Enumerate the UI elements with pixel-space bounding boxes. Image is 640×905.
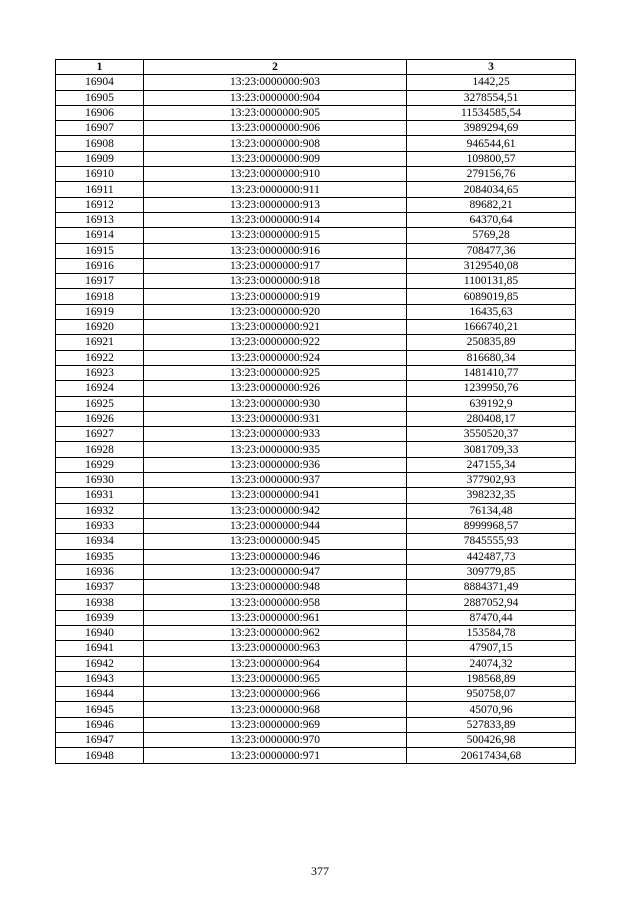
value-cell: 8884371,49 — [407, 580, 576, 595]
table-row — [56, 365, 576, 380]
value-cell: 1481410,77 — [407, 365, 576, 380]
row-number-cell: 16933 — [56, 518, 144, 533]
cadastral-number-cell: 13:23:0000000:924 — [144, 350, 407, 365]
row-number-cell: 16942 — [56, 656, 144, 671]
cadastral-number-cell: 13:23:0000000:910 — [144, 167, 407, 182]
value-cell: 3989294,69 — [407, 121, 576, 136]
value-cell: 3550520,37 — [407, 427, 576, 442]
value-cell: 816680,34 — [407, 350, 576, 365]
table-row — [56, 595, 576, 610]
table-row — [56, 534, 576, 549]
table-row — [56, 580, 576, 595]
column-header-1: 1 — [56, 60, 144, 75]
cadastral-number-cell: 13:23:0000000:941 — [144, 488, 407, 503]
value-cell: 398232,35 — [407, 488, 576, 503]
row-number-cell: 16938 — [56, 595, 144, 610]
row-number-cell: 16935 — [56, 549, 144, 564]
table-row — [56, 411, 576, 426]
cadastral-number-cell: 13:23:0000000:916 — [144, 243, 407, 258]
value-cell: 16435,63 — [407, 304, 576, 319]
row-number-cell: 16916 — [56, 258, 144, 273]
table-row — [56, 488, 576, 503]
row-number-cell: 16914 — [56, 228, 144, 243]
cadastral-number-cell: 13:23:0000000:969 — [144, 717, 407, 732]
cadastral-number-cell: 13:23:0000000:962 — [144, 625, 407, 640]
cadastral-number-cell: 13:23:0000000:958 — [144, 595, 407, 610]
cadastral-number-cell: 13:23:0000000:903 — [144, 75, 407, 90]
cadastral-number-cell: 13:23:0000000:917 — [144, 258, 407, 273]
cadastral-number-cell: 13:23:0000000:913 — [144, 197, 407, 212]
cadastral-number-cell: 13:23:0000000:946 — [144, 549, 407, 564]
row-number-cell: 16917 — [56, 274, 144, 289]
table-row — [56, 258, 576, 273]
value-cell: 7845555,93 — [407, 534, 576, 549]
table-row — [56, 335, 576, 350]
table-row — [56, 625, 576, 640]
value-cell: 442487,73 — [407, 549, 576, 564]
row-number-cell: 16915 — [56, 243, 144, 258]
value-cell: 153584,78 — [407, 625, 576, 640]
cadastral-number-cell: 13:23:0000000:908 — [144, 136, 407, 151]
cadastral-number-cell: 13:23:0000000:906 — [144, 121, 407, 136]
value-cell: 89682,21 — [407, 197, 576, 212]
cadastral-number-cell: 13:23:0000000:968 — [144, 702, 407, 717]
cadastral-number-cell: 13:23:0000000:970 — [144, 733, 407, 748]
cadastral-number-cell: 13:23:0000000:921 — [144, 320, 407, 335]
table-row — [56, 396, 576, 411]
cadastral-number-cell: 13:23:0000000:919 — [144, 289, 407, 304]
cadastral-number-cell: 13:23:0000000:944 — [144, 518, 407, 533]
column-header-2: 2 — [144, 60, 407, 75]
row-number-cell: 16948 — [56, 748, 144, 763]
row-number-cell: 16921 — [56, 335, 144, 350]
cadastral-number-cell: 13:23:0000000:942 — [144, 503, 407, 518]
table-row — [56, 610, 576, 625]
value-cell: 946544,61 — [407, 136, 576, 151]
value-cell: 3129540,08 — [407, 258, 576, 273]
cadastral-number-cell: 13:23:0000000:937 — [144, 473, 407, 488]
value-cell: 1239950,76 — [407, 381, 576, 396]
cadastral-number-cell: 13:23:0000000:931 — [144, 411, 407, 426]
row-number-cell: 16930 — [56, 473, 144, 488]
table-row — [56, 320, 576, 335]
row-number-cell: 16913 — [56, 212, 144, 227]
row-number-cell: 16943 — [56, 671, 144, 686]
cadastral-number-cell: 13:23:0000000:966 — [144, 687, 407, 702]
value-cell: 2887052,94 — [407, 595, 576, 610]
value-cell: 5769,28 — [407, 228, 576, 243]
value-cell: 280408,17 — [407, 411, 576, 426]
cadastral-number-cell: 13:23:0000000:965 — [144, 671, 407, 686]
value-cell: 24074,32 — [407, 656, 576, 671]
table-row — [56, 717, 576, 732]
value-cell: 47907,15 — [407, 641, 576, 656]
table-body — [56, 75, 576, 763]
cadastral-number-cell: 13:23:0000000:909 — [144, 151, 407, 166]
row-number-cell: 16926 — [56, 411, 144, 426]
row-number-cell: 16946 — [56, 717, 144, 732]
table-row — [56, 641, 576, 656]
cadastral-number-cell: 13:23:0000000:905 — [144, 105, 407, 120]
table-row — [56, 427, 576, 442]
table-row — [56, 274, 576, 289]
value-cell: 247155,34 — [407, 457, 576, 472]
row-number-cell: 16931 — [56, 488, 144, 503]
value-cell: 1100131,85 — [407, 274, 576, 289]
row-number-cell: 16945 — [56, 702, 144, 717]
cadastral-number-cell: 13:23:0000000:930 — [144, 396, 407, 411]
value-cell: 1442,25 — [407, 75, 576, 90]
data-table — [55, 59, 576, 764]
cadastral-number-cell: 13:23:0000000:915 — [144, 228, 407, 243]
cadastral-number-cell: 13:23:0000000:936 — [144, 457, 407, 472]
cadastral-number-cell: 13:23:0000000:961 — [144, 610, 407, 625]
table-row — [56, 212, 576, 227]
row-number-cell: 16947 — [56, 733, 144, 748]
column-header-3: 3 — [407, 60, 576, 75]
table-row — [56, 182, 576, 197]
table-row — [56, 656, 576, 671]
row-number-cell: 16940 — [56, 625, 144, 640]
table-row — [56, 121, 576, 136]
table-row — [56, 473, 576, 488]
value-cell: 3278554,51 — [407, 90, 576, 105]
value-cell: 6089019,85 — [407, 289, 576, 304]
row-number-cell: 16906 — [56, 105, 144, 120]
table-row — [56, 748, 576, 763]
value-cell: 279156,76 — [407, 167, 576, 182]
row-number-cell: 16937 — [56, 580, 144, 595]
table-row — [56, 304, 576, 319]
table-row — [56, 687, 576, 702]
value-cell: 708477,36 — [407, 243, 576, 258]
value-cell: 87470,44 — [407, 610, 576, 625]
table-row — [56, 75, 576, 90]
value-cell: 64370,64 — [407, 212, 576, 227]
cadastral-number-cell: 13:23:0000000:945 — [144, 534, 407, 549]
table-row — [56, 105, 576, 120]
table-row — [56, 381, 576, 396]
table-row — [56, 228, 576, 243]
cadastral-number-cell: 13:23:0000000:964 — [144, 656, 407, 671]
row-number-cell: 16939 — [56, 610, 144, 625]
row-number-cell: 16925 — [56, 396, 144, 411]
value-cell: 11534585,54 — [407, 105, 576, 120]
value-cell: 3081709,33 — [407, 442, 576, 457]
table-row — [56, 518, 576, 533]
cadastral-number-cell: 13:23:0000000:922 — [144, 335, 407, 350]
cadastral-number-cell: 13:23:0000000:914 — [144, 212, 407, 227]
row-number-cell: 16918 — [56, 289, 144, 304]
cadastral-number-cell: 13:23:0000000:963 — [144, 641, 407, 656]
table-row — [56, 90, 576, 105]
table-row — [56, 289, 576, 304]
table-row — [56, 702, 576, 717]
row-number-cell: 16907 — [56, 121, 144, 136]
value-cell: 500426,98 — [407, 733, 576, 748]
row-number-cell: 16932 — [56, 503, 144, 518]
value-cell: 8999968,57 — [407, 518, 576, 533]
row-number-cell: 16910 — [56, 167, 144, 182]
row-number-cell: 16936 — [56, 564, 144, 579]
value-cell: 1666740,21 — [407, 320, 576, 335]
row-number-cell: 16912 — [56, 197, 144, 212]
table-row — [56, 549, 576, 564]
row-number-cell: 16904 — [56, 75, 144, 90]
table-row — [56, 503, 576, 518]
cadastral-number-cell: 13:23:0000000:904 — [144, 90, 407, 105]
table-row — [56, 350, 576, 365]
table-row — [56, 457, 576, 472]
row-number-cell: 16929 — [56, 457, 144, 472]
cadastral-number-cell: 13:23:0000000:925 — [144, 365, 407, 380]
value-cell: 198568,89 — [407, 671, 576, 686]
cadastral-number-cell: 13:23:0000000:926 — [144, 381, 407, 396]
cadastral-number-cell: 13:23:0000000:911 — [144, 182, 407, 197]
row-number-cell: 16928 — [56, 442, 144, 457]
value-cell: 2084034,65 — [407, 182, 576, 197]
header-row — [56, 60, 576, 75]
value-cell: 76134,48 — [407, 503, 576, 518]
value-cell: 20617434,68 — [407, 748, 576, 763]
cadastral-number-cell: 13:23:0000000:933 — [144, 427, 407, 442]
table-row — [56, 197, 576, 212]
row-number-cell: 16905 — [56, 90, 144, 105]
table-row — [56, 136, 576, 151]
cadastral-number-cell: 13:23:0000000:947 — [144, 564, 407, 579]
value-cell: 45070,96 — [407, 702, 576, 717]
table-row — [56, 733, 576, 748]
table-row — [56, 167, 576, 182]
table-row — [56, 151, 576, 166]
row-number-cell: 16911 — [56, 182, 144, 197]
value-cell: 250835,89 — [407, 335, 576, 350]
value-cell: 527833,89 — [407, 717, 576, 732]
table-row — [56, 671, 576, 686]
cadastral-number-cell: 13:23:0000000:948 — [144, 580, 407, 595]
row-number-cell: 16908 — [56, 136, 144, 151]
row-number-cell: 16924 — [56, 381, 144, 396]
row-number-cell: 16941 — [56, 641, 144, 656]
row-number-cell: 16944 — [56, 687, 144, 702]
value-cell: 950758,07 — [407, 687, 576, 702]
value-cell: 639192,9 — [407, 396, 576, 411]
value-cell: 309779,85 — [407, 564, 576, 579]
row-number-cell: 16934 — [56, 534, 144, 549]
row-number-cell: 16920 — [56, 320, 144, 335]
row-number-cell: 16927 — [56, 427, 144, 442]
page-number: 377 — [311, 864, 329, 878]
cadastral-number-cell: 13:23:0000000:935 — [144, 442, 407, 457]
row-number-cell: 16922 — [56, 350, 144, 365]
table-row — [56, 564, 576, 579]
table-row — [56, 243, 576, 258]
row-number-cell: 16909 — [56, 151, 144, 166]
row-number-cell: 16923 — [56, 365, 144, 380]
value-cell: 109800,57 — [407, 151, 576, 166]
cadastral-number-cell: 13:23:0000000:920 — [144, 304, 407, 319]
table-row — [56, 442, 576, 457]
value-cell: 377902,93 — [407, 473, 576, 488]
row-number-cell: 16919 — [56, 304, 144, 319]
cadastral-number-cell: 13:23:0000000:971 — [144, 748, 407, 763]
cadastral-number-cell: 13:23:0000000:918 — [144, 274, 407, 289]
